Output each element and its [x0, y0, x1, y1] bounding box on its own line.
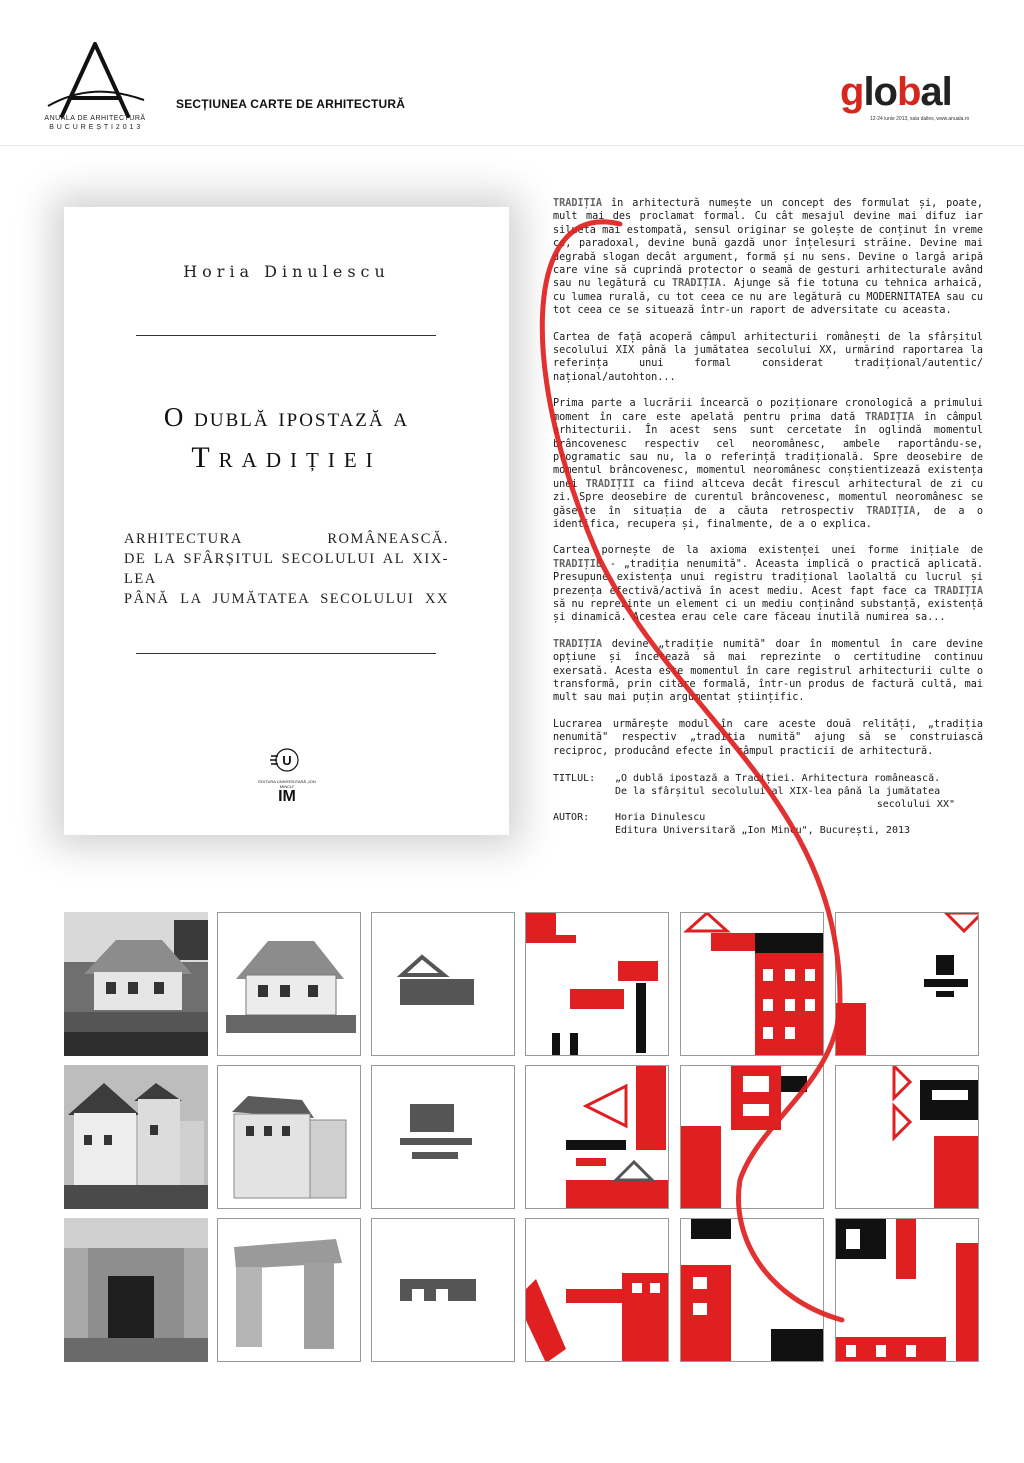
text-run: Cartea de față acoperă câmpul arhitecturii românești de la sfârșitul secolului XIX până la jumătatea secolului XX, urmărind raportarea la referința unui formal considerat tradițional/autentic/ național/autohton...	[553, 331, 983, 383]
cula-composition-cell	[525, 1065, 669, 1209]
cover-rule-bottom	[136, 653, 436, 654]
global-logo-lo: lo	[863, 70, 897, 114]
meta-author-line: Horia Dinulescu	[615, 812, 706, 823]
keyword-term: TRADIȚIE	[553, 558, 603, 570]
publisher-mark: IM	[278, 788, 296, 805]
keyword-term: TRADIȚIA	[865, 411, 915, 423]
house-composition-cell	[525, 912, 669, 1056]
cula-cutout-cell	[217, 1065, 361, 1209]
meta-author-label: AUTOR:	[553, 812, 590, 823]
cula-composition-cell	[680, 1065, 824, 1209]
paragraph	[553, 544, 983, 624]
text-run: Cartea pornește de la axioma existenței unei forme inițiale de	[553, 545, 983, 557]
meta-title-label: TITLUL:	[553, 773, 596, 784]
global-logo-g: g	[840, 70, 864, 114]
gate-composition-cell	[835, 1218, 979, 1362]
text-run: devine „tradiție numită" doar în momentul în care devine opțiune și încetează să mai reprezinte o certitudine continuu exersată. Acesta este momentul în care registrul arhitecturii culte o transformă, prin citare formală, într-un produs de factură cultă, mai mult sau mai puțin argumentat științific.	[553, 638, 983, 704]
cover-author: Horia Dinulescu	[183, 262, 390, 281]
text-run: - „tradiția nenumită". Aceasta implică o practică aplicată. Presupune existența unui registru tradițional laolaltă cu lucrul și prezența efectivă/activă în acest mediu. Acest fapt face ca	[553, 558, 983, 597]
text-run: în câmpul arhitecturii. În acest sens sunt cercetate în oglindă momentul brâncovenesc respectiv cel neoromânesc, ambele raportându-se, programatic sau nu, la o referință tradițională. Spre deosebire de momentul brâncovenesc, momentul neoromânesc conștientizează existența unei	[553, 411, 983, 490]
house-abstract-cell	[371, 912, 515, 1056]
house-composition-cell	[680, 912, 824, 1056]
text-run: , de a o identifica, recupera și, finalmente, de a o explica.	[553, 505, 983, 530]
keyword-term: TRADIȚIA	[672, 278, 722, 290]
paragraph	[553, 718, 983, 758]
global-logo-al: al	[920, 70, 952, 114]
paragraph	[553, 197, 983, 318]
cula-abstract-cell	[371, 1065, 515, 1209]
keyword-term: TRADIȚIA	[866, 505, 916, 517]
meta-title-line: De la sfârșitul secolului al XIX-lea până la jumătatea	[615, 786, 941, 797]
cover-subtitle-line: ARHITECTURA ROMÂNEASCĂ.	[124, 531, 449, 547]
global-logo	[840, 72, 952, 112]
book-metadata	[553, 772, 983, 837]
text-run: Prima parte a lucrării încearcă o poziționare cronologică a primului moment în care este apelată pentru prima dată	[553, 398, 983, 423]
text-run: să nu reprezinte un element ci un mediu conținând substanță, existență și dinamică. Acestea erau cele care făceau inutilă numirea sa...	[553, 598, 983, 624]
publisher-emblem-icon	[267, 747, 307, 773]
keyword-term: TRADIȚIA	[933, 585, 983, 597]
paragraph	[553, 638, 983, 705]
global-logo-caption: 12-24 iunie 2013, sala dalles, www.anuala.ro	[870, 116, 970, 122]
publisher-logo	[254, 747, 320, 807]
house-composition-cell	[835, 912, 979, 1056]
text-run: ca fiind altceva decât firescul arhitectural de zi cu zi. Spre deosebire de curentul brâncovenesc, momentul neoromânesc se găsește în situația de a căuta retrospectiv	[553, 478, 983, 517]
global-logo-b: b	[896, 70, 921, 114]
meta-author-line: Editura Universitară „Ion Mincu", București, 2013	[615, 825, 911, 836]
cula-photo	[64, 1065, 208, 1209]
meta-title-value	[615, 772, 983, 811]
text-run: în arhitectură numește un concept des formulat și, poate, mult mai des proclamat formal. Cu cât mesajul devine mai difuz iar silueta mai estompată, sensul originar se golește de conținut în vreme ce, paradoxal, devine bună gazdă unor înțelesuri străine. Devine mai degrabă slogan decât argument, formă și nu sens. Devine o largă aripă care vine să cuprindă protector o seamă de gesturi arhitecturale având sau nu legătură cu	[553, 198, 983, 290]
logo-line2: B U C U R E Ș T I 2 0 1 3	[49, 123, 141, 131]
section-title: SECȚIUNEA CARTE DE ARHITECTURĂ	[176, 97, 406, 111]
keyword-term: TRADIȚIA	[553, 638, 603, 650]
gate-composition-cell	[525, 1218, 669, 1362]
meta-title-line: „O dublă ipostază a Tradiției. Arhitectura românească.	[615, 773, 941, 784]
description-text	[553, 197, 983, 771]
gate-abstract-cell	[371, 1218, 515, 1362]
svg-text:U: U	[282, 753, 292, 768]
publisher-name: EDITURA UNIVERSITARĂ „ION MINCU”	[258, 779, 316, 789]
gate-composition-cell	[680, 1218, 824, 1362]
meta-title-line: secolului XX"	[876, 799, 955, 810]
cover-rule-top	[136, 335, 436, 336]
book-cover	[64, 207, 509, 835]
anuala-logo-text	[40, 115, 150, 133]
cover-title-line2: Tradiției	[191, 441, 382, 474]
paragraph	[553, 397, 983, 531]
logo-line1: ANUALA DE ARHITECTURĂ	[44, 115, 146, 122]
gate-photo	[64, 1218, 208, 1362]
cover-title-line1: O dublă ipostază a	[163, 402, 410, 432]
cula-composition-cell	[835, 1065, 979, 1209]
meta-author-value	[615, 811, 983, 837]
meta-title-row	[553, 772, 983, 811]
cover-subtitle-line: DE LA SFÂRȘITUL SECOLULUI AL XIX-LEA	[124, 551, 449, 587]
house-cutout-cell	[217, 912, 361, 1056]
paragraph	[553, 331, 983, 385]
house-photo	[64, 912, 208, 1056]
keyword-term: TRADIȚII	[585, 478, 635, 490]
meta-author-row	[553, 811, 983, 837]
keyword-term: TRADIȚIA	[553, 198, 603, 209]
gate-cutout-cell	[217, 1218, 361, 1362]
header-divider	[0, 145, 1024, 146]
text-run: . Ajunge să fie totuna cu tehnica arhaică, cu lumea rurală, cu tot ceea ce nu are legătură cu MODERNITATEA sau cu tot ceea ce se situează într-un raport de adversitate cu aceasta.	[553, 278, 983, 317]
text-run: Lucrarea urmărește modul în care aceste două relități, „tradiția nenumită" respectiv „tradiția numită" ajung să se construiască reciproc, producând efecte în câmpul practicii de arhitectură.	[553, 718, 983, 757]
cover-subtitle	[124, 529, 449, 609]
cover-subtitle-line: PÂNĂ LA JUMĂTATEA SECOLULUI XX	[124, 591, 449, 607]
